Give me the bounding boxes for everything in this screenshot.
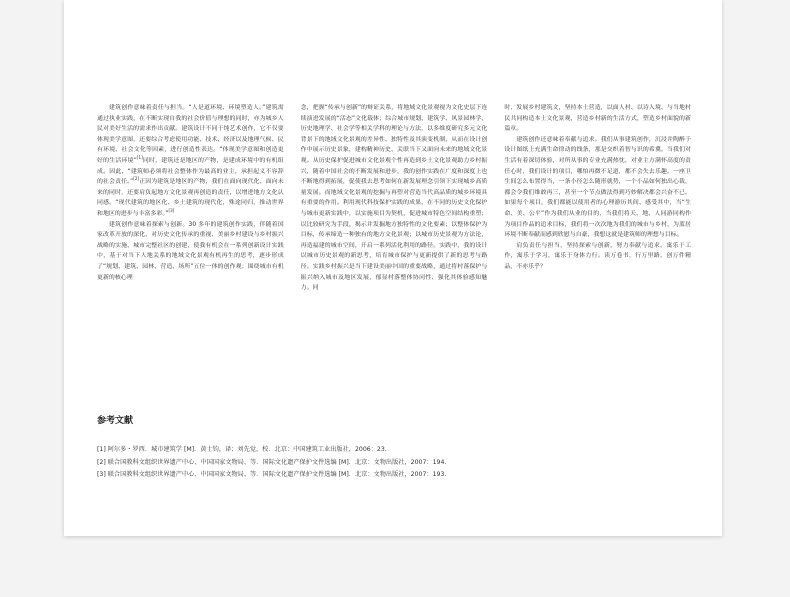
paragraph: 肩负责任与担当，坚持探索与创新，努力奉献与追求。寓乐于工作，寓乐于学习，寓乐于身体力行。读万卷书，行万里路，创万件精品，不亦乐乎？ [504, 242, 692, 270]
paragraph: 建筑创作意味着探索与创新。30 多年的建筑创作实践，伴随着国家改革开放的深化、对历史文化传承的重视、美丽乡村建设与乡村振兴战略的实施、城市完整社区的创建，使我有机会在一系列创新设计实践中，基于对当下人地关系的地域文化景观有机再生的思考，逐步形成了“规划、建筑、园林、营造、场所”五位一体的创作观；围绕城市有机更新的核心理 [97, 221, 284, 281]
reference-item: [3] 联合国教科文组织世界遗产中心、中国国家文物局、等．国际文化遗产保护文件选编 [M]．北京：文物出版社，2007：193. [97, 471, 447, 478]
paragraph: 建筑创作意味着责任与担当。“人是道环境、环境塑造人。”建筑需通过执业实践，在不断实现自我的社会价值与理想的同时，亦为城乡人民对美好生活的需求作出贡献。建筑设计不同于纯艺术创作，它不仅要体现美学意图，还要综合考虑使用功能、技术、经济以及地理气候、民有环境、社会文化等因素，进行创造性表达。“体现美学意图和创造更好的生活环境”[1]同时，建筑还是地区的产物，是建成环境中的有机组成。因此，“建筑师必须将社会整体作为最高的业主，承担起义不容辞的社会责任。”[2]正因为建筑是地区的产物，我们在面向现代化、面向未来的同时，还要肩负起地方文化景观再创造的责任，以增进地方文化认同感。“现代建筑的地区化、乡土建筑的现代化，殊途同归，推动世界和地区的进步与丰富多彩。”[3] [97, 105, 284, 217]
paragraph: 时，发展乡村建筑文，坚持本土营造，以面人村、以诗入境、与当地村民共同构造本土文化景观，营造乡村新的生活方式，塑造乡村面貌的新篇章。 [504, 105, 692, 133]
column-1 [97, 103, 284, 373]
reference-item: [2] 联合国教科文组织世界遗产中心、中国国家文物局、等．国际文化遗产保护文件选编 [M]．北京：文物出版社，2007：194. [97, 458, 447, 466]
document-page [64, 0, 722, 536]
column-2 [301, 103, 488, 373]
footnote-mark: [3] [168, 207, 175, 213]
references-section [97, 413, 691, 482]
references-heading: 参考文献 [97, 416, 134, 426]
footnote-mark: [1] [136, 155, 143, 160]
reference-item: [1] 阿尔多・罗西．城市建筑学 [M]．黄士钧，译；刘先觉，校．北京：中国建筑工业出版社，2006：23. [97, 446, 387, 453]
column-3 [504, 103, 691, 373]
paragraph: 念，把握“传承与创新”的辩证关系，将地域文化景观视为文化史层下连续演进发展的“活态”文化载体；综合城市规划、建筑学、风景园林学、历史地理学、社会学等相关学科的理论与方法，以多维度研究多元文化背景下的地域文化景观的差异性、独特性及其演变机制，从而在设计创作中展示历史景象，建构精神历史、关联当下又面向未来的地域文化景观。从历史保护促进城市文化景观个性再造到乡土文化景观助力乡村振兴，随着中国社会的不断发展和进步，我的创作实践在广度和深度上也不断地得到拓展，促使我去思考如何在新发展理念引领下实现城乡高质量发展。而地域文化景观的挖掘与再塑对营造当代高品质的城乡环境具有重要的作用。利用现代科技保护实践的成果，在不同的历史文化保护与城市更新实践中，以实施项目为契机，促进城市特色空间结构重塑；以比较研究为手段，揭示并发掘地方独特性的文化要素；以整体保护为目标，传承缔造一种独有的地方文化景观；以城市历史景观为方法论，再造福建的城市空间，开启一系列活化利用的路径。实践中，我的设计以城市历史景观的新思考，培育城市保护与更新提供了新的思考与路径。实践乡村振兴是当下建设美丽中国的重要战略，通过将村落保护与振兴纳入城市及地区发展，郁显村落整体协同性、强化其体验感知魅力。同 [300, 105, 488, 292]
article-body [97, 103, 691, 373]
footnote-mark: [2] [133, 176, 140, 182]
paragraph: 建筑创作还意味着奉献与追求。我们从事建筑创作，沉浸并陶醉于设计图纸上充满生命律动的线条，那是交织着智与识的希冀。当我们对生活有着深切体验，对所从事的专业充满热忱，对业主方满怀高度的责任心时，我们设计的项目，哪怕再微不足道，都不会失去乐趣。一座卫生间怎么布置得当，一条小径怎么随形就势，一个小品如何独出心裁，都会令我们维敢再三，甚至一个节点做法得到巧妙解决都会兴奋不已。如果每个项目，我们都能以使用者的心理游历其间、感受其中，当“生命、美、公平”作为我们从业的目的，当我们将天、地、人同游同构作为项目作品的追求目标，我们将一次次地为我们的城市与乡村、为蓝居环境不断奉献而感到欣慰与自豪，我想这就是建筑师的理想与目标。 [504, 136, 692, 239]
